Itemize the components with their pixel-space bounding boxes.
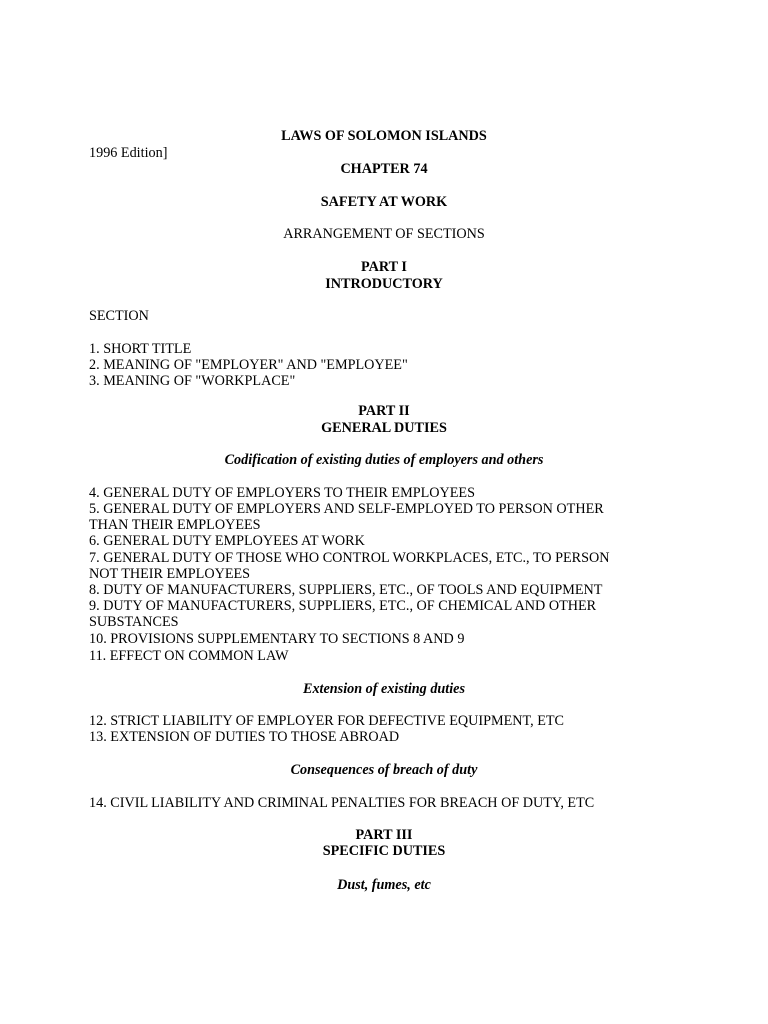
subheading-consequences: Consequences of breach of duty [290,762,478,778]
section-item: 4. GENERAL DUTY OF EMPLOYERS TO THEIR EMPLOYEES [89,485,475,501]
part-3-title: SPECIFIC DUTIES [322,843,446,859]
subheading-codification: Codification of existing duties of employers and others [224,452,544,468]
section-item-continuation: NOT THEIR EMPLOYEES [89,566,251,582]
subheading-dust-fumes: Dust, fumes, etc [337,877,431,893]
section-item: 13. EXTENSION OF DUTIES TO THOSE ABROAD [89,729,400,745]
section-item: 2. MEANING OF "EMPLOYER" AND "EMPLOYEE" [89,357,408,373]
section-item: 12. STRICT LIABILITY OF EMPLOYER FOR DEFECTIVE EQUIPMENT, ETC [89,713,565,729]
section-item: 5. GENERAL DUTY OF EMPLOYERS AND SELF-EMPLOYED TO PERSON OTHER [89,501,604,517]
section-item: 11. EFFECT ON COMMON LAW [89,648,289,664]
part-3-label: PART III [355,827,413,843]
part-1-title: INTRODUCTORY [325,276,443,292]
section-label: SECTION [89,308,149,324]
act-title: SAFETY AT WORK [320,194,448,210]
section-item: 7. GENERAL DUTY OF THOSE WHO CONTROL WORKPLACES, ETC., TO PERSON [89,550,610,566]
section-item: 14. CIVIL LIABILITY AND CRIMINAL PENALTIES FOR BREACH OF DUTY, ETC [89,795,595,811]
section-item: 10. PROVISIONS SUPPLEMENTARY TO SECTIONS 8 AND 9 [89,631,465,647]
section-item: 9. DUTY OF MANUFACTURERS, SUPPLIERS, ETC., OF CHEMICAL AND OTHER [89,598,597,614]
document-title: LAWS OF SOLOMON ISLANDS [281,128,487,144]
part-2-title: GENERAL DUTIES [321,420,447,436]
section-item-continuation: THAN THEIR EMPLOYEES [89,517,261,533]
subheading-extension: Extension of existing duties [303,681,465,697]
edition-note: 1996 Edition] [89,145,168,161]
part-1-label: PART I [361,259,407,275]
arrangement-heading: ARRANGEMENT OF SECTIONS [283,226,485,242]
section-item-continuation: SUBSTANCES [89,614,179,630]
section-item: 3. MEANING OF "WORKPLACE" [89,373,296,389]
part-2-label: PART II [358,403,410,419]
section-item: 8. DUTY OF MANUFACTURERS, SUPPLIERS, ETC., OF TOOLS AND EQUIPMENT [89,582,603,598]
section-item: 6. GENERAL DUTY EMPLOYEES AT WORK [89,533,365,549]
chapter-heading: CHAPTER 74 [340,161,428,177]
section-item: 1. SHORT TITLE [89,341,192,357]
